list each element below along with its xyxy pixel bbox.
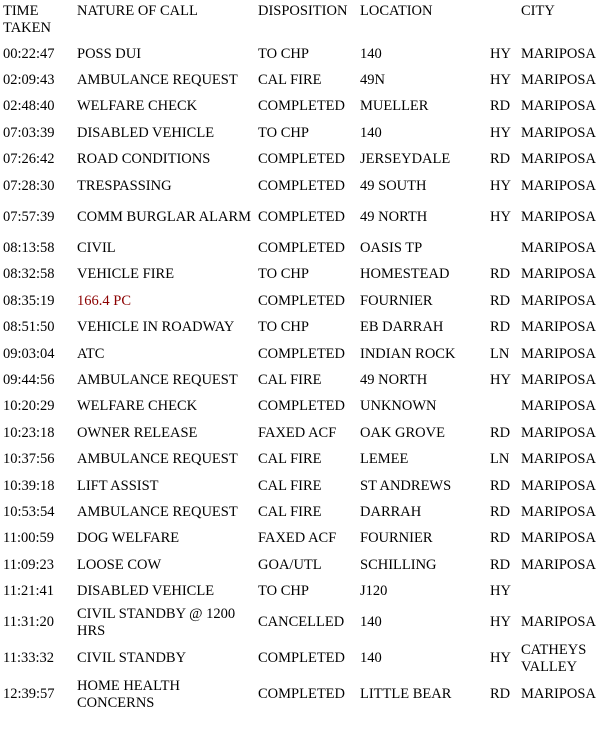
- cell-time-taken: 11:00:59: [3, 530, 55, 547]
- cell-road-suffix: RD: [490, 292, 511, 309]
- cell-location: 140: [360, 124, 382, 141]
- cell-city: MARIPOSA: [521, 556, 596, 573]
- table-row: [3, 41, 611, 67]
- cell-location: J120: [360, 583, 388, 600]
- cell-city: MARIPOSA: [521, 345, 596, 362]
- table-row: [3, 578, 611, 604]
- cell-disposition: CAL FIRE: [258, 451, 322, 468]
- cell-road-suffix: HY: [490, 650, 511, 667]
- cell-time-taken: 08:32:58: [3, 266, 55, 283]
- table-row: [3, 526, 611, 552]
- cell-disposition: COMPLETED: [258, 650, 345, 667]
- table-row: [3, 120, 611, 146]
- cell-road-suffix: RD: [490, 266, 511, 283]
- cell-road-suffix: RD: [490, 98, 511, 115]
- cell-road-suffix: RD: [490, 319, 511, 336]
- cell-time-taken: 02:09:43: [3, 72, 55, 89]
- table-row: [3, 473, 611, 499]
- cell-city: MARIPOSA: [521, 503, 596, 520]
- cell-disposition: FAXED ACF: [258, 530, 337, 547]
- cell-road-suffix: LN: [490, 451, 510, 468]
- cell-time-taken: 10:53:54: [3, 503, 55, 520]
- cell-city: [521, 578, 611, 604]
- cell-disposition: COMPLETED: [258, 151, 345, 168]
- cell-city: MARIPOSA: [521, 614, 596, 631]
- cell-time-taken: 08:51:50: [3, 319, 55, 336]
- table-row: [3, 641, 611, 677]
- cell-time-taken: 07:03:39: [3, 124, 55, 141]
- cell-disposition: COMPLETED: [258, 398, 345, 415]
- cell-disposition: COMPLETED: [258, 177, 345, 194]
- cell-location: UNKNOWN: [360, 398, 437, 415]
- table-row: [3, 677, 611, 713]
- cell-city: MARIPOSA: [521, 208, 596, 225]
- table-row: [3, 199, 611, 235]
- cell-disposition: CAL FIRE: [258, 72, 322, 89]
- table-row: [3, 499, 611, 525]
- cell-time-taken: 10:23:18: [3, 424, 55, 441]
- cell-road-suffix: RD: [490, 686, 511, 703]
- cell-location: FOURNIER: [360, 292, 433, 309]
- table-row: [3, 67, 611, 93]
- cell-nature-of-call: AMBULANCE REQUEST: [77, 72, 238, 89]
- cell-disposition: FAXED ACF: [258, 424, 337, 441]
- cell-city: MARIPOSA: [521, 240, 596, 257]
- cell-location: FOURNIER: [360, 530, 433, 547]
- table-row: [3, 341, 611, 367]
- cell-nature-of-call: DISABLED VEHICLE: [77, 124, 215, 141]
- cell-time-taken: 09:03:04: [3, 345, 55, 362]
- cell-location: 140: [360, 45, 382, 62]
- cell-city: MARIPOSA: [521, 292, 596, 309]
- table-row: [3, 235, 611, 261]
- cell-nature-of-call: LIFT ASSIST: [77, 477, 159, 494]
- cell-time-taken: 07:28:30: [3, 177, 55, 194]
- cell-city: MARIPOSA: [521, 98, 596, 115]
- table-body: [3, 41, 611, 713]
- cell-city: MARIPOSA: [521, 266, 596, 283]
- header-road-suffix: [490, 3, 521, 41]
- cell-road-suffix: LN: [490, 345, 510, 362]
- cell-disposition: TO CHP: [258, 266, 309, 283]
- cell-location: 140: [360, 650, 382, 667]
- cell-time-taken: 10:20:29: [3, 398, 55, 415]
- cell-location: JERSEYDALE: [360, 151, 451, 168]
- cell-city: MARIPOSA: [521, 686, 596, 703]
- cell-road-suffix: RD: [490, 477, 511, 494]
- cell-road-suffix: HY: [490, 45, 511, 62]
- cell-disposition: GOA/UTL: [258, 556, 322, 573]
- cell-city: CATHEYS VALLEY: [521, 641, 587, 675]
- cell-nature-of-call: DOG WELFARE: [77, 530, 180, 547]
- cell-disposition: CANCELLED: [258, 614, 345, 631]
- table-row: [3, 552, 611, 578]
- cell-nature-of-call: TRESPASSING: [77, 177, 172, 194]
- cell-disposition: COMPLETED: [258, 686, 345, 703]
- cell-time-taken: 10:37:56: [3, 451, 55, 468]
- call-log-table: [3, 3, 611, 713]
- table-row: [3, 446, 611, 472]
- cell-road-suffix: HY: [490, 177, 511, 194]
- cell-road-suffix: RD: [490, 556, 511, 573]
- cell-nature-of-call: WELFARE CHECK: [77, 98, 198, 115]
- table-row: [3, 173, 611, 199]
- cell-nature-of-call: DISABLED VEHICLE: [77, 583, 215, 600]
- cell-nature-of-call: POSS DUI: [77, 45, 142, 62]
- cell-location: OASIS TP: [360, 240, 423, 257]
- cell-disposition: CAL FIRE: [258, 477, 322, 494]
- cell-time-taken: 11:33:32: [3, 650, 55, 667]
- cell-time-taken: 08:35:19: [3, 292, 55, 309]
- cell-disposition: CAL FIRE: [258, 503, 322, 520]
- cell-road-suffix: RD: [490, 503, 511, 520]
- cell-nature-of-call: COMM BURGLAR ALARM: [77, 208, 252, 225]
- cell-nature-of-call: AMBULANCE REQUEST: [77, 371, 238, 388]
- cell-city: MARIPOSA: [521, 371, 596, 388]
- cell-nature-of-call: OWNER RELEASE: [77, 424, 198, 441]
- table-row: [3, 367, 611, 393]
- cell-location: LEMEE: [360, 451, 409, 468]
- cell-location: INDIAN ROCK: [360, 345, 456, 362]
- table-header: [3, 3, 611, 41]
- cell-time-taken: 07:26:42: [3, 151, 55, 168]
- cell-city: MARIPOSA: [521, 177, 596, 194]
- cell-city: MARIPOSA: [521, 151, 596, 168]
- cell-road-suffix: HY: [490, 208, 511, 225]
- cell-road-suffix: HY: [490, 72, 511, 89]
- cell-city: MARIPOSA: [521, 319, 596, 336]
- cell-road-suffix: [490, 235, 521, 261]
- header-nature-of-call: NATURE OF CALL: [77, 3, 198, 19]
- cell-time-taken: 12:39:57: [3, 686, 55, 703]
- cell-road-suffix: RD: [490, 151, 511, 168]
- cell-nature-of-call: LOOSE COW: [77, 556, 162, 573]
- cell-road-suffix: HY: [490, 124, 511, 141]
- cell-nature-of-call: 166.4 PC: [77, 292, 131, 309]
- cell-city: MARIPOSA: [521, 72, 596, 89]
- header-city: CITY: [521, 3, 555, 19]
- cell-disposition: COMPLETED: [258, 292, 345, 309]
- cell-time-taken: 08:13:58: [3, 240, 55, 257]
- cell-disposition: COMPLETED: [258, 240, 345, 257]
- cell-time-taken: 02:48:40: [3, 98, 55, 115]
- cell-city: MARIPOSA: [521, 530, 596, 547]
- cell-time-taken: 00:22:47: [3, 45, 55, 62]
- cell-location: 140: [360, 614, 382, 631]
- cell-disposition: TO CHP: [258, 45, 309, 62]
- cell-road-suffix: HY: [490, 371, 511, 388]
- cell-road-suffix: RD: [490, 530, 511, 547]
- cell-location: LITTLE BEAR: [360, 686, 452, 703]
- cell-location: 49 SOUTH: [360, 177, 427, 194]
- cell-location: 49 NORTH: [360, 208, 428, 225]
- cell-nature-of-call: WELFARE CHECK: [77, 398, 198, 415]
- cell-city: MARIPOSA: [521, 451, 596, 468]
- table-row: [3, 315, 611, 341]
- cell-nature-of-call: CIVIL STANDBY: [77, 650, 187, 667]
- cell-disposition: COMPLETED: [258, 208, 345, 225]
- cell-disposition: TO CHP: [258, 124, 309, 141]
- cell-city: MARIPOSA: [521, 424, 596, 441]
- table-row: [3, 147, 611, 173]
- cell-time-taken: 09:44:56: [3, 371, 55, 388]
- header-location: LOCATION: [360, 3, 433, 19]
- cell-disposition: TO CHP: [258, 319, 309, 336]
- cell-location: 49N: [360, 72, 385, 89]
- table-row: [3, 605, 611, 641]
- cell-time-taken: 11:09:23: [3, 556, 55, 573]
- cell-city: MARIPOSA: [521, 124, 596, 141]
- cell-time-taken: 10:39:18: [3, 477, 55, 494]
- cell-road-suffix: HY: [490, 614, 511, 631]
- cell-location: HOMESTEAD: [360, 266, 450, 283]
- cell-nature-of-call: AMBULANCE REQUEST: [77, 451, 238, 468]
- cell-road-suffix: RD: [490, 424, 511, 441]
- cell-nature-of-call: VEHICLE IN ROADWAY: [77, 319, 235, 336]
- cell-location: SCHILLING: [360, 556, 437, 573]
- cell-road-suffix: HY: [490, 583, 511, 600]
- table-row: [3, 288, 611, 314]
- cell-nature-of-call: ATC: [77, 345, 105, 362]
- cell-city: MARIPOSA: [521, 477, 596, 494]
- cell-location: EB DARRAH: [360, 319, 444, 336]
- header-disposition: DISPOSITION: [258, 3, 348, 19]
- cell-time-taken: 07:57:39: [3, 208, 55, 225]
- table-row: [3, 394, 611, 420]
- cell-location: OAK GROVE: [360, 424, 445, 441]
- cell-nature-of-call: ROAD CONDITIONS: [77, 151, 211, 168]
- cell-disposition: COMPLETED: [258, 98, 345, 115]
- header-row: [3, 3, 611, 41]
- table-row: [3, 420, 611, 446]
- cell-city: MARIPOSA: [521, 398, 596, 415]
- cell-nature-of-call: CIVIL: [77, 240, 116, 257]
- cell-location: ST ANDREWS: [360, 477, 452, 494]
- cell-nature-of-call: VEHICLE FIRE: [77, 266, 175, 283]
- cell-location: MUELLER: [360, 98, 429, 115]
- cell-road-suffix: [490, 394, 521, 420]
- cell-location: DARRAH: [360, 503, 422, 520]
- cell-location: 49 NORTH: [360, 371, 428, 388]
- table-row: [3, 262, 611, 288]
- table-row: [3, 94, 611, 120]
- cell-time-taken: 11:31:20: [3, 614, 55, 631]
- cell-time-taken: 11:21:41: [3, 583, 55, 600]
- header-time-taken: TIME TAKEN: [3, 3, 51, 36]
- cell-city: MARIPOSA: [521, 45, 596, 62]
- cell-nature-of-call: HOME HEALTH CONCERNS: [77, 677, 180, 711]
- cell-nature-of-call: AMBULANCE REQUEST: [77, 503, 238, 520]
- cell-disposition: COMPLETED: [258, 345, 345, 362]
- cell-disposition: CAL FIRE: [258, 371, 322, 388]
- cell-disposition: TO CHP: [258, 583, 309, 600]
- cell-nature-of-call: CIVIL STANDBY @ 1200 HRS: [77, 605, 236, 639]
